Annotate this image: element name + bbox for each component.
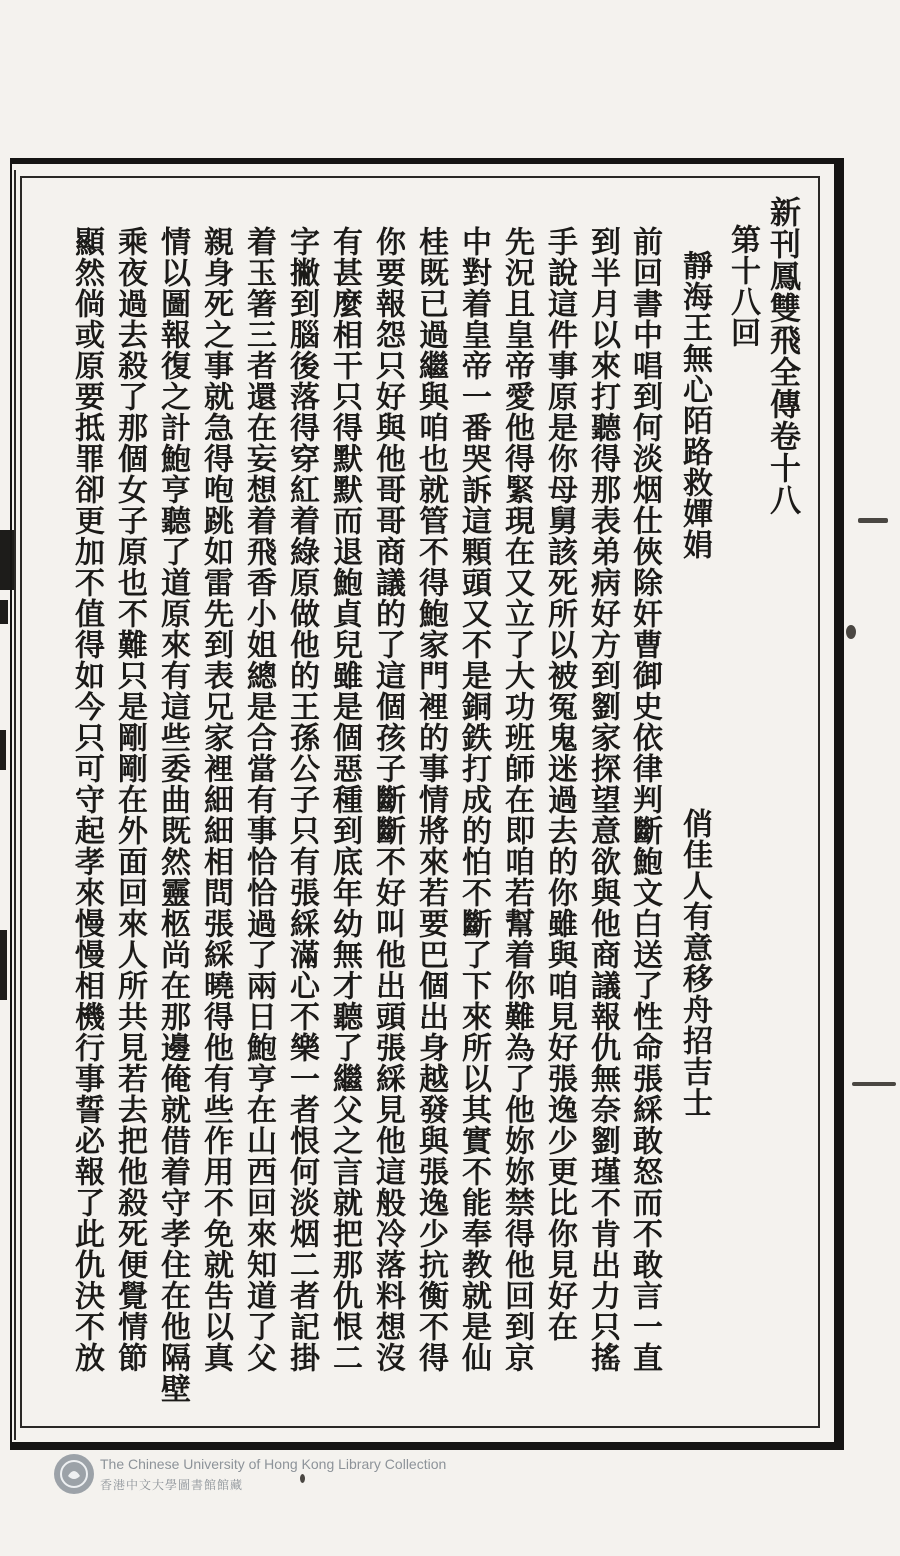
watermark-english: The Chinese University of Hong Kong Library Collection	[100, 1456, 447, 1472]
text-column: 桂既已過繼與咱也就管不得鮑家門裡的事情將來若要巴個出身越發與張逸少抗衡不得	[413, 226, 448, 1373]
ink-mark	[0, 600, 8, 624]
text-column: 顯然倘或原要抵罪卻更加不值得如今只可守起孝來慢慢相機行事誓必報了此仇決不放	[69, 226, 104, 1373]
ink-mark	[0, 930, 7, 1000]
text-column: 有甚麼相干只得默默而退鮑貞兒雖是個惡種到底年幼無才聽了繼父之言就把那仇恨二	[327, 226, 362, 1373]
watermark-chinese: 香港中文大學圖書館館藏	[100, 1478, 244, 1492]
text-column: 親身死之事就急得咆跳如雷先到表兄家裡細細相問張綵曉得他有些作用不免就吿以真	[198, 226, 233, 1373]
text-column: 情以圖報復之計鮑亨聽了道原來有這些委曲既然靈柩尚在那邊俺就借着守孝住在他隔壁	[155, 226, 190, 1404]
text-column: 先況且皇帝愛他得緊現在又立了大功班師在即咱若幫着你難為了他妳妳禁得他回到京	[499, 226, 534, 1373]
library-watermark	[54, 1452, 524, 1498]
library-logo-icon	[54, 1454, 94, 1494]
text-column: 中對着皇帝一番哭訴這顆頭又不是銅鉄打成的怕不斷了下來所以其實不能奉教就是仙	[456, 226, 491, 1373]
seal-icon	[59, 1459, 89, 1489]
text-column: 字撇到腦後落得穿紅着綠原做他的王孫公子只有張綵滿心不樂一者恨何淡烟二者記掛	[284, 226, 319, 1373]
text-column: 乘夜過去殺了那個女子原也不難只是剛剛在外面回來人所共見若去把他殺死便覺情節	[112, 226, 147, 1373]
text-column: 你要報怨只好與他哥哥商議的了這個孩子斷斷不好叫他出頭張綵見他這般冷落料想沒	[370, 226, 405, 1373]
paper-speck	[858, 518, 888, 523]
book-title: 新刊鳳雙飛全傳卷十八	[764, 196, 800, 516]
chapter-couplet-second: 俏佳人有意移舟招吉士	[677, 808, 712, 1118]
paper-speck	[846, 625, 856, 639]
chapter-number: 第十八回	[725, 224, 760, 348]
text-column: 着玉箸三者還在妄想着飛香小姐總是合當有事恰恰過了兩日鮑亨在山西回來知道了父	[241, 226, 276, 1373]
text-column: 到半月以來打聽得那表弟病好方到劉家探望意欲與他商議報仇無奈劉瑾不肯出力只搖	[585, 226, 620, 1373]
text-column: 手說這件事原是你母舅該死所以被冤鬼迷過去的你雖與咱見好張逸少更比你見好在	[542, 226, 577, 1342]
ink-mark	[0, 730, 6, 770]
paper-speck	[852, 1082, 896, 1086]
text-column: 前回書中唱到何淡烟仕俠除奸曹御史依律判斷鮑文白送了性命張綵敢怒而不敢言一直	[627, 226, 662, 1373]
chapter-couplet-first: 靜海王無心陌路救嬋娟	[677, 250, 712, 560]
